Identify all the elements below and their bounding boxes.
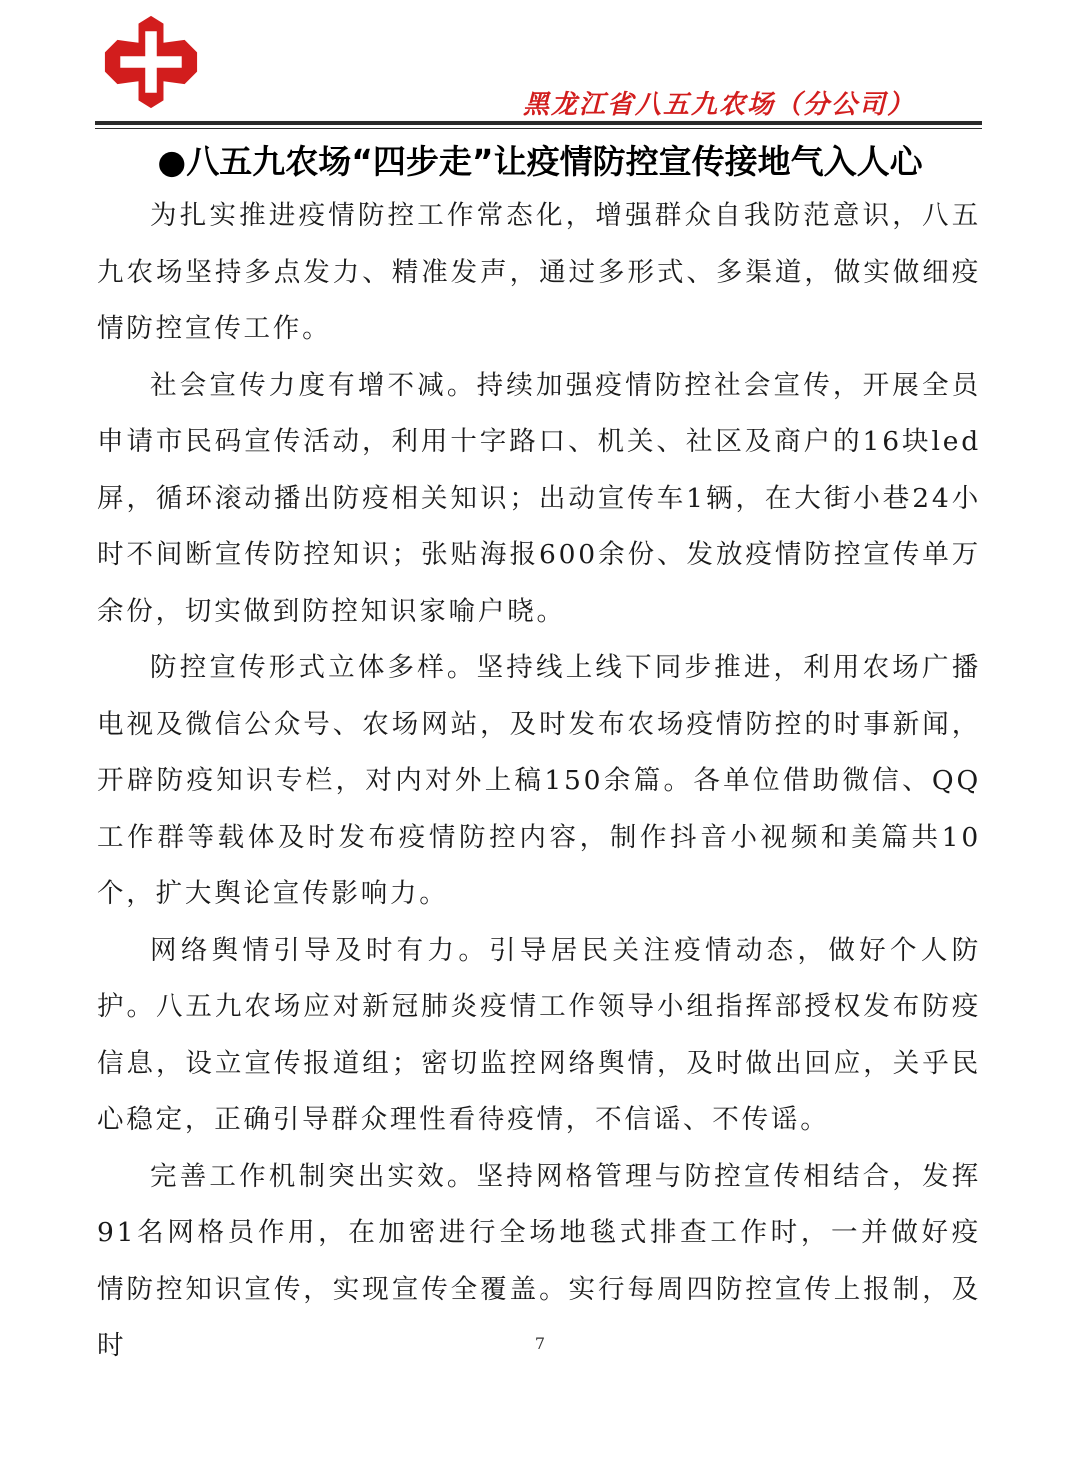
- header-divider-thin: [95, 128, 982, 129]
- paragraph-intro: 为扎实推进疫情防控工作常态化，增强群众自我防范意识，八五九农场坚持多点发力、精准发声，通过多形式、多渠道，做实做细疫情防控宣传工作。: [97, 200, 981, 344]
- organization-name: 黑龙江省八五九农场（分公司）: [522, 90, 915, 120]
- page-number: 7: [534, 1334, 546, 1353]
- paragraph-opinion-guidance: 网络舆情引导及时有力。引导居民关注疫情动态，做好个人防护。八五九农场应对新冠肺炎疫情工作领导小组指挥部授权发布防疫信息，设立宣传报道组；密切监控网络舆情，及时做出回应，关乎民心稳定，正确引导群众理性看待疫情，不信谣、不传谣。: [97, 934, 981, 1135]
- paragraph-social-publicity: 社会宣传力度有增不减。持续加强疫情防控社会宣传，开展全员申请市民码宣传活动，利用十字路口、机关、社区及商户的16块led屏，循环滚动播出防疫相关知识；出动宣传车1辆，在大街小巷24小时不间断宣传防控知识；张贴海报600余份、发放疫情防控宣传单万余份，切实做到防控知识家喻户晓。: [97, 369, 981, 627]
- paragraph-work-mechanism: 完善工作机制突出实效。坚持网格管理与防控宣传相结合，发挥91名网格员作用，在加密进行全场地毯式排查工作时，一并做好疫情防控知识宣传，实现宣传全覆盖。实行每周四防控宣传上报制，及时: [97, 1160, 981, 1361]
- paragraph-publicity-forms: 防控宣传形式立体多样。坚持线上线下同步推进，利用农场广播电视及微信公众号、农场网站，及时发布农场疫情防控的时事新闻，开辟防疫知识专栏，对内对外上稿150余篇。各单位借助微信、QQ工作群等载体及时发布疫情防控内容，制作抖音小视频和美篇共10个，扩大舆论宣传影响力。: [97, 652, 981, 909]
- article-title: ●八五九农场“四步走”让疫情防控宣传接地气入人心: [157, 142, 923, 181]
- header-divider-thick: [95, 121, 982, 125]
- red-cross-icon: [103, 14, 199, 110]
- article-body: [97, 188, 981, 1375]
